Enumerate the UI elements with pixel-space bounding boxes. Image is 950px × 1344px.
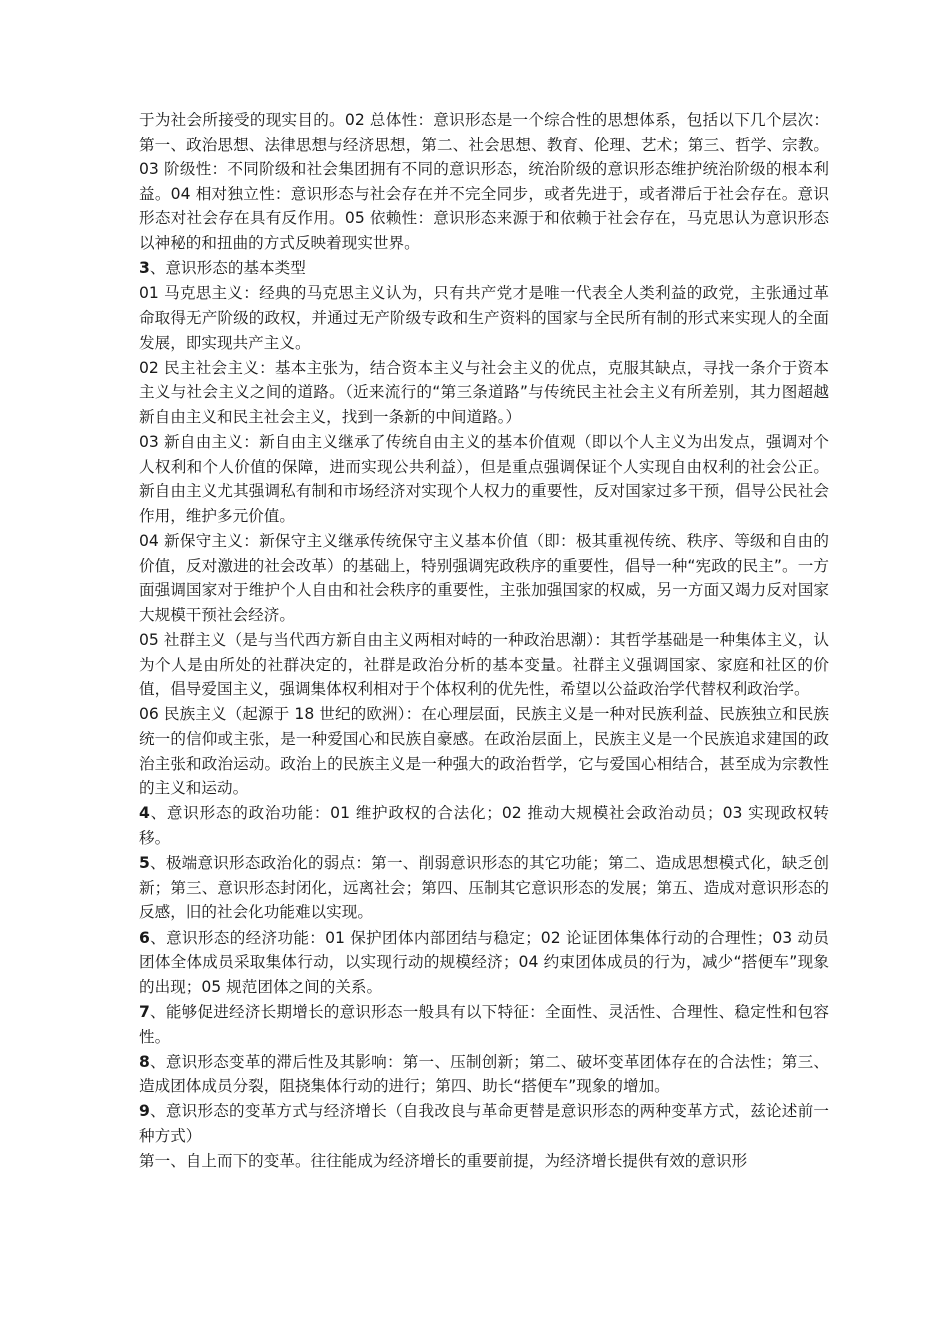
section-heading-text: 、意识形态的基本类型 — [149, 259, 306, 278]
section-number: 6 — [139, 928, 150, 947]
section-heading-3 — [139, 256, 829, 281]
section-heading-9 — [139, 1099, 829, 1148]
paragraph-top-down-change — [139, 1149, 829, 1174]
paragraph-text: 03 新自由主义：新自由主义继承了传统自由主义的基本价值观（即以个人主义为出发点，强调对个人权利和个人价值的保障，进而实现公共利益），但是重点强调保证个人实现自由权利的社会公正。新自由主义尤其强调私有制和市场经济对实现个人权力的重要性，反对国家过多干预，倡导公民社会作用，维护多元价值。 — [139, 433, 829, 525]
section-heading-5 — [139, 851, 829, 925]
paragraph-text: 于为社会所接受的现实目的。02 总体性：意识形态是一个综合性的思想体系，包括以下几个层次：第一、政治思想、法律思想与经济思想，第二、社会思想、教育、伦理、艺术；第三、哲学、宗教。03 阶级性：不同阶级和社会集团拥有不同的意识形态，统治阶级的意识形态维护统治阶级的根本利益。04 相对独立性：意识形态与社会存在并不完全同步，或者先进于，或者滞后于社会存在。意识形态对社会存在具有反作用。05 依赖性：意识形态来源于和依赖于社会存在，马克思认为意识形态以神秘的和扭曲的方式反映着现实世界。 — [139, 111, 829, 252]
section-text: 、意识形态的变革方式与经济增长（自我改良与革命更替是意识形态的两种变革方式，兹论述前一种方式） — [139, 1102, 829, 1146]
paragraph-nationalism — [139, 702, 829, 800]
section-number: 8 — [139, 1052, 150, 1071]
paragraph-text: 01 马克思主义：经典的马克思主义认为，只有共产党才是唯一代表全人类利益的政党，主张通过革命取得无产阶级的政权，并通过无产阶级专政和生产资料的国家与全民所有制的形式来实现人的全面发展，即实现共产主义。 — [139, 284, 829, 352]
section-text: 、意识形态的经济功能：01 保护团体内部团结与稳定；02 论证团体集体行动的合理性；03 动员团体全体成员采取集体行动，以实现行动的规模经济；04 约束团体成员的行为，减少“搭便车”现象的出现；05 规范团体之间的关系。 — [139, 928, 829, 996]
document-body — [139, 108, 829, 1174]
section-heading-7 — [139, 1000, 829, 1049]
section-number: 5 — [139, 854, 150, 873]
section-number: 9 — [139, 1102, 150, 1121]
section-heading-4 — [139, 801, 829, 850]
paragraph-continuation — [139, 108, 829, 256]
section-heading-6 — [139, 926, 829, 1000]
section-text: 、极端意识形态政治化的弱点：第一、削弱意识形态的其它功能；第二、造成思想模式化，缺乏创新；第三、意识形态封闭化，远离社会；第四、压制其它意识形态的发展；第五、造成对意识形态的反感，旧的社会化功能难以实现。 — [139, 854, 829, 922]
paragraph-neoconservatism — [139, 529, 829, 627]
section-text: 、意识形态的政治功能：01 维护政权的合法化；02 推动大规模社会政治动员；03 实现政权转移。 — [139, 804, 829, 847]
paragraph-text: 02 民主社会主义：基本主张为，结合资本主义与社会主义的优点，克服其缺点，寻找一条介于资本主义与社会主义之间的道路。（近来流行的“第三条道路”与传统民主社会主义有所差别，其力图超越新自由主义和民主社会主义，找到一条新的中间道路。） — [139, 358, 829, 426]
section-number: 4 — [139, 804, 150, 823]
paragraph-text: 06 民族主义（起源于 18 世纪的欧洲）：在心理层面，民族主义是一种对民族利益、民族独立和民族统一的信仰或主张，是一种爱国心和民族自豪感。在政治层面上，民族主义是一个民族追求建国的政治主张和政治运动。政治上的民族主义是一种强大的政治哲学，它与爱国心相结合，甚至成为宗教性的主义和运动。 — [139, 705, 829, 798]
paragraph-democratic-socialism — [139, 356, 829, 430]
section-text: 、意识形态变革的滞后性及其影响：第一、压制创新；第二、破坏变革团体存在的合法性；第三、造成团体成员分裂，阻挠集体行动的进行；第四、助长“搭便车”现象的增加。 — [139, 1052, 829, 1096]
paragraph-marxism — [139, 281, 829, 355]
paragraph-neoliberalism — [139, 430, 829, 528]
section-heading-8 — [139, 1050, 829, 1099]
section-text: 、能够促进经济长期增长的意识形态一般具有以下特征：全面性、灵活性、合理性、稳定性和包容性。 — [139, 1002, 829, 1046]
paragraph-text: 04 新保守主义：新保守主义继承传统保守主义基本价值（即：极其重视传统、秩序、等级和自由的价值，反对激进的社会改革）的基础上，特别强调宪政秩序的重要性，倡导一种“宪政的民主”。一方面强调国家对于维护个人自由和社会秩序的重要性，主张加强国家的权威，另一方面又竭力反对国家大规模干预社会经济。 — [139, 532, 829, 624]
paragraph-communitarianism — [139, 628, 829, 702]
section-number: 7 — [139, 1002, 150, 1021]
section-number: 3 — [139, 259, 150, 278]
paragraph-text: 第一、自上而下的变革。往往能成为经济增长的重要前提，为经济增长提供有效的意识形 — [139, 1152, 748, 1171]
paragraph-text: 05 社群主义（是与当代西方新自由主义两相对峙的一种政治思潮）：其哲学基础是一种集体主义，认为个人是由所处的社群决定的，社群是政治分析的基本变量。社群主义强调国家、家庭和社区的价值，倡导爱国主义，强调集体权利相对于个体权利的优先性，希望以公益政治学代替权利政治学。 — [139, 631, 829, 699]
